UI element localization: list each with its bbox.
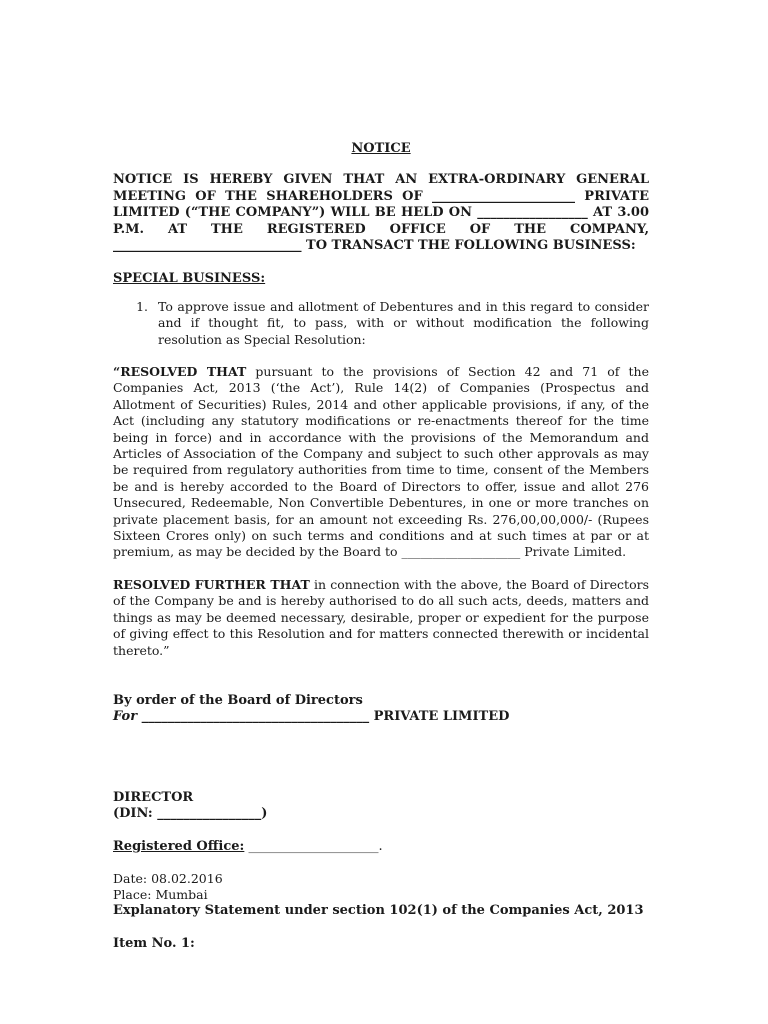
explanatory-statement-heading: Explanatory Statement under section 102(1) of the Companies Act, 2013 [113,903,644,919]
list-item [113,299,649,349]
item-text: To approve issue and allotment of Debentures and in this regard to consider and if thought fit, to pass, with or without modification the following resolution as Special Resolution: [158,298,649,347]
resolution-1 [113,364,649,561]
resolution-2 [113,577,649,659]
company-suffix: PRIVATE LIMITED [373,709,510,725]
place-line: Place: Mumbai [113,887,208,903]
resolution-2-body: in connection with the above, the Board of Directors of the Company be and is hereby authorised to do all such acts, deeds, matters and things as may be deemed necessary, desirable, proper or expedient for the purpose of giving effect to this Resolution and for matters connected therewith or incidental thereto.” [113,576,649,658]
notice-intro: NOTICE IS HEREBY GIVEN THAT AN EXTRA-ORDINARY GENERAL MEETING OF THE SHAREHOLDERS OF ______________________ PRIVATE LIMITED (“THE COMPANY”) WILL BE HELD ON _________________ AT 3.00 P.M. AT THE REGISTERED OFFICE OF THE COMPANY, _____________________________ TO TRANSACT THE FOLLOWING BUSINESS: [113,172,649,253]
for-blank: ___________________________________ [137,709,374,725]
registered-office-line [113,839,649,856]
resolution-1-lead: “RESOLVED THAT [113,364,247,379]
for-label: For [113,709,138,725]
by-order-line: By order of the Board of Directors [113,692,363,708]
din-line: (DIN: ________________) [113,806,268,822]
registered-office-blank: ____________________. [244,838,383,854]
date-line: Date: 08.02.2016 [113,871,223,887]
special-business-heading: SPECIAL BUSINESS: [113,270,266,286]
resolution-1-body: pursuant to the provisions of Section 42 and 71 of the Companies Act, 2013 (‘the Act’), Rule 14(2) of Companies (Prospectus and Allotment of Securities) Rules, 2014 and other applicable provisions, if any, of the Act (including any statutory modifications or re-enactments thereof for the time being in force) and in accordance with the provisions of the Memorandum and Articles of Association of the Company and subject to such other approvals as may be required from regulatory authorities from time to time, consent of the Members be and is hereby accorded to the Board of Directors to offer, issue and allot 276 Unsecured, Redeemable, Non Convertible Debentures, in one or more tranches on private placement basis, for an amount not exceeding Rs. 276,00,00,000/- (Rupees Sixteen Crores only) on such terms and conditions and at such times at par or at premium, as may be decided by the Board to ___________________ Private Limited. [113,364,649,560]
registered-office-label: Registered Office: [113,838,245,854]
for-company-line [113,709,649,726]
resolution-2-lead: RESOLVED FURTHER THAT [113,576,310,592]
director-label: DIRECTOR [113,789,194,805]
item-number: 1. [136,298,148,314]
notice-title: NOTICE [351,141,411,156]
business-items-list [113,299,649,349]
notice-document [113,141,649,952]
item-no-heading: Item No. 1: [113,935,195,951]
